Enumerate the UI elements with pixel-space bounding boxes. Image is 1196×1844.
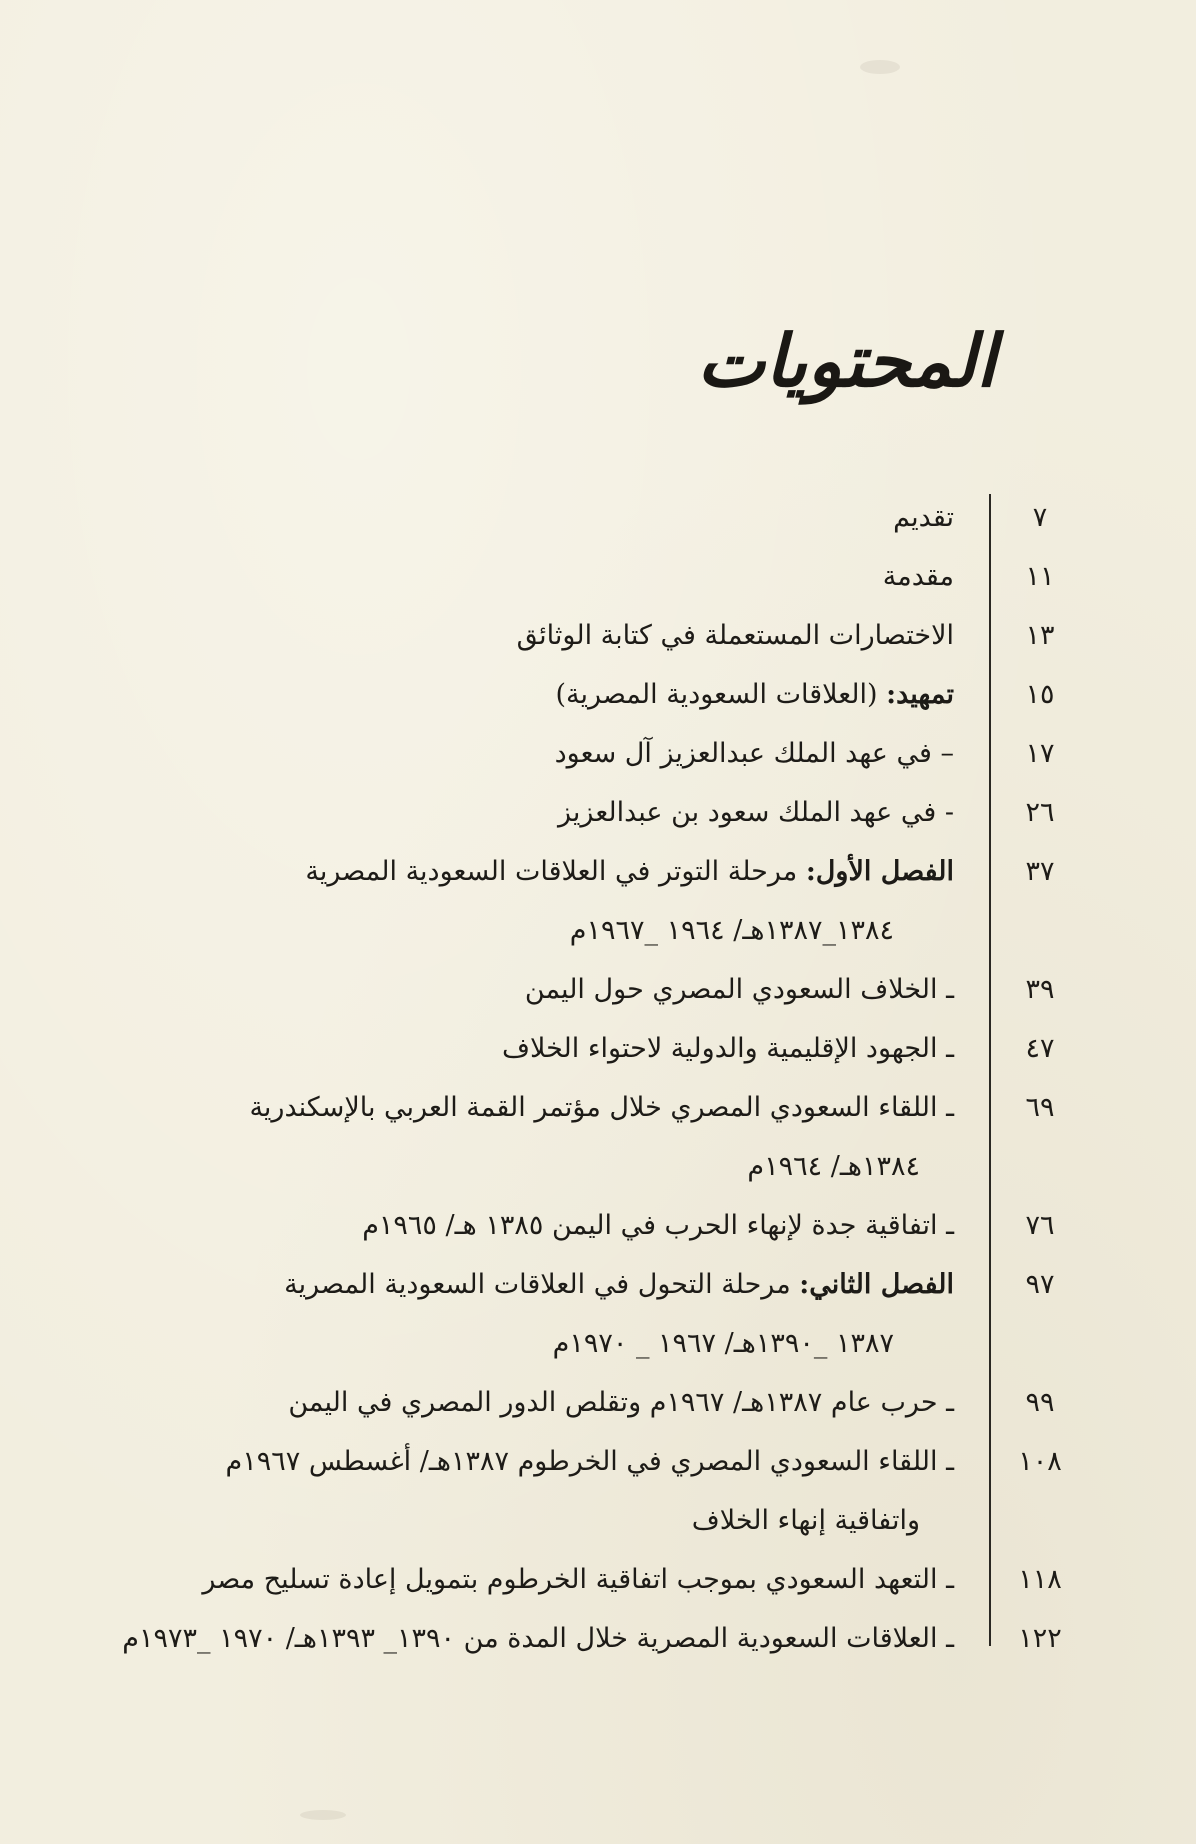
page-number: ٧ xyxy=(1032,502,1048,533)
entry-title: ـ التعهد السعودي بموجب اتفاقية الخرطوم بتمويل إعادة تسليح مصر xyxy=(202,1564,954,1595)
page-number: ٣٧ xyxy=(1025,856,1055,887)
entry-title-text: (العلاقات السعودية المصرية) xyxy=(555,679,878,710)
entry-title: ـ الجهود الإقليمية والدولية لاحتواء الخلاف xyxy=(502,1033,954,1064)
page-number: ٩٧ xyxy=(1025,1269,1055,1300)
page-number: ١١ xyxy=(1025,561,1055,592)
toc-entry xyxy=(120,1432,1086,1550)
page-number: ١٥ xyxy=(1025,679,1055,710)
toc-entry xyxy=(120,606,1086,665)
entry-title-text: ـ اللقاء السعودي المصري خلال مؤتمر القمة العربي بالإسكندرية xyxy=(249,1092,954,1123)
entry-date-range: ١٣٨٧ _١٣٩٠هـ/ ١٩٦٧ _ ١٩٧٠م xyxy=(552,1328,894,1359)
entry-title-text: مرحلة التحول في العلاقات السعودية المصرية xyxy=(284,1269,791,1300)
entry-title xyxy=(120,1255,982,1373)
toc-entry xyxy=(120,960,1086,1019)
entry-title xyxy=(120,665,982,724)
entry-title: – في عهد الملك عبدالعزيز آل سعود xyxy=(554,738,954,769)
entry-title-text: مرحلة التوتر في العلاقات السعودية المصرية xyxy=(305,856,798,887)
toc-entry xyxy=(120,488,1086,547)
toc-entry xyxy=(120,665,1086,724)
section-heading: تمهيد: xyxy=(886,679,954,710)
toc-entry xyxy=(120,1373,1086,1432)
toc-entry xyxy=(120,1550,1086,1609)
entry-title xyxy=(120,1432,982,1550)
chapter-heading: الفصل الثاني: xyxy=(799,1269,954,1300)
page-number: ١٠٨ xyxy=(1018,1446,1062,1477)
page-number: ٧٦ xyxy=(1025,1210,1055,1241)
page-number: ٦٩ xyxy=(1025,1092,1055,1123)
entry-title: ـ الخلاف السعودي المصري حول اليمن xyxy=(524,974,954,1005)
entry-title: مقدمة xyxy=(882,561,954,592)
page-number: ٩٩ xyxy=(1025,1387,1055,1418)
entry-continuation: واتفاقية إنهاء الخلاف xyxy=(691,1505,920,1536)
page-number: ١٧ xyxy=(1025,738,1055,769)
page-title: المحتويات xyxy=(697,318,996,403)
toc-entry xyxy=(120,1078,1086,1196)
toc-entry xyxy=(120,1255,1086,1373)
entry-title xyxy=(120,1078,982,1196)
entry-title: ـ اتفاقية جدة لإنهاء الحرب في اليمن ١٣٨٥ هـ/ ١٩٦٥م xyxy=(362,1210,954,1241)
page-number: ٢٦ xyxy=(1025,797,1055,828)
chapter-heading: الفصل الأول: xyxy=(805,856,954,887)
toc-entry xyxy=(120,724,1086,783)
toc-entry xyxy=(120,1019,1086,1078)
page-number: ٤٧ xyxy=(1025,1033,1055,1064)
page-number: ١٢٢ xyxy=(1018,1623,1062,1654)
paper-stain xyxy=(300,1810,346,1820)
table-of-contents xyxy=(120,488,1086,1668)
entry-title xyxy=(120,842,982,960)
paper-stain xyxy=(860,60,900,74)
page-number: ٣٩ xyxy=(1025,974,1055,1005)
toc-entry xyxy=(120,547,1086,606)
entry-title: تقديم xyxy=(893,502,954,533)
page-number: ١٣ xyxy=(1025,620,1055,651)
entry-date-range: ١٣٨٤_١٣٨٧هـ/ ١٩٦٤ _١٩٦٧م xyxy=(569,915,894,946)
page-number: ١١٨ xyxy=(1018,1564,1062,1595)
entry-date-range: ١٣٨٤هـ/ ١٩٦٤م xyxy=(747,1151,920,1182)
entry-title-text: ـ اللقاء السعودي المصري في الخرطوم ١٣٨٧هـ/ أغسطس ١٩٦٧م xyxy=(225,1446,954,1477)
entry-title: - في عهد الملك سعود بن عبدالعزيز xyxy=(558,797,954,828)
entry-title: ـ حرب عام ١٣٨٧هـ/ ١٩٦٧م وتقلص الدور المصري في اليمن xyxy=(288,1387,954,1418)
toc-entry xyxy=(120,1609,1086,1668)
toc-entry xyxy=(120,783,1086,842)
entry-title: الاختصارات المستعملة في كتابة الوثائق xyxy=(516,620,954,651)
entry-title: ـ العلاقات السعودية المصرية خلال المدة من ١٣٩٠_ ١٣٩٣هـ/ ١٩٧٠ _١٩٧٣م xyxy=(122,1623,954,1654)
toc-entry xyxy=(120,842,1086,960)
toc-entry xyxy=(120,1196,1086,1255)
